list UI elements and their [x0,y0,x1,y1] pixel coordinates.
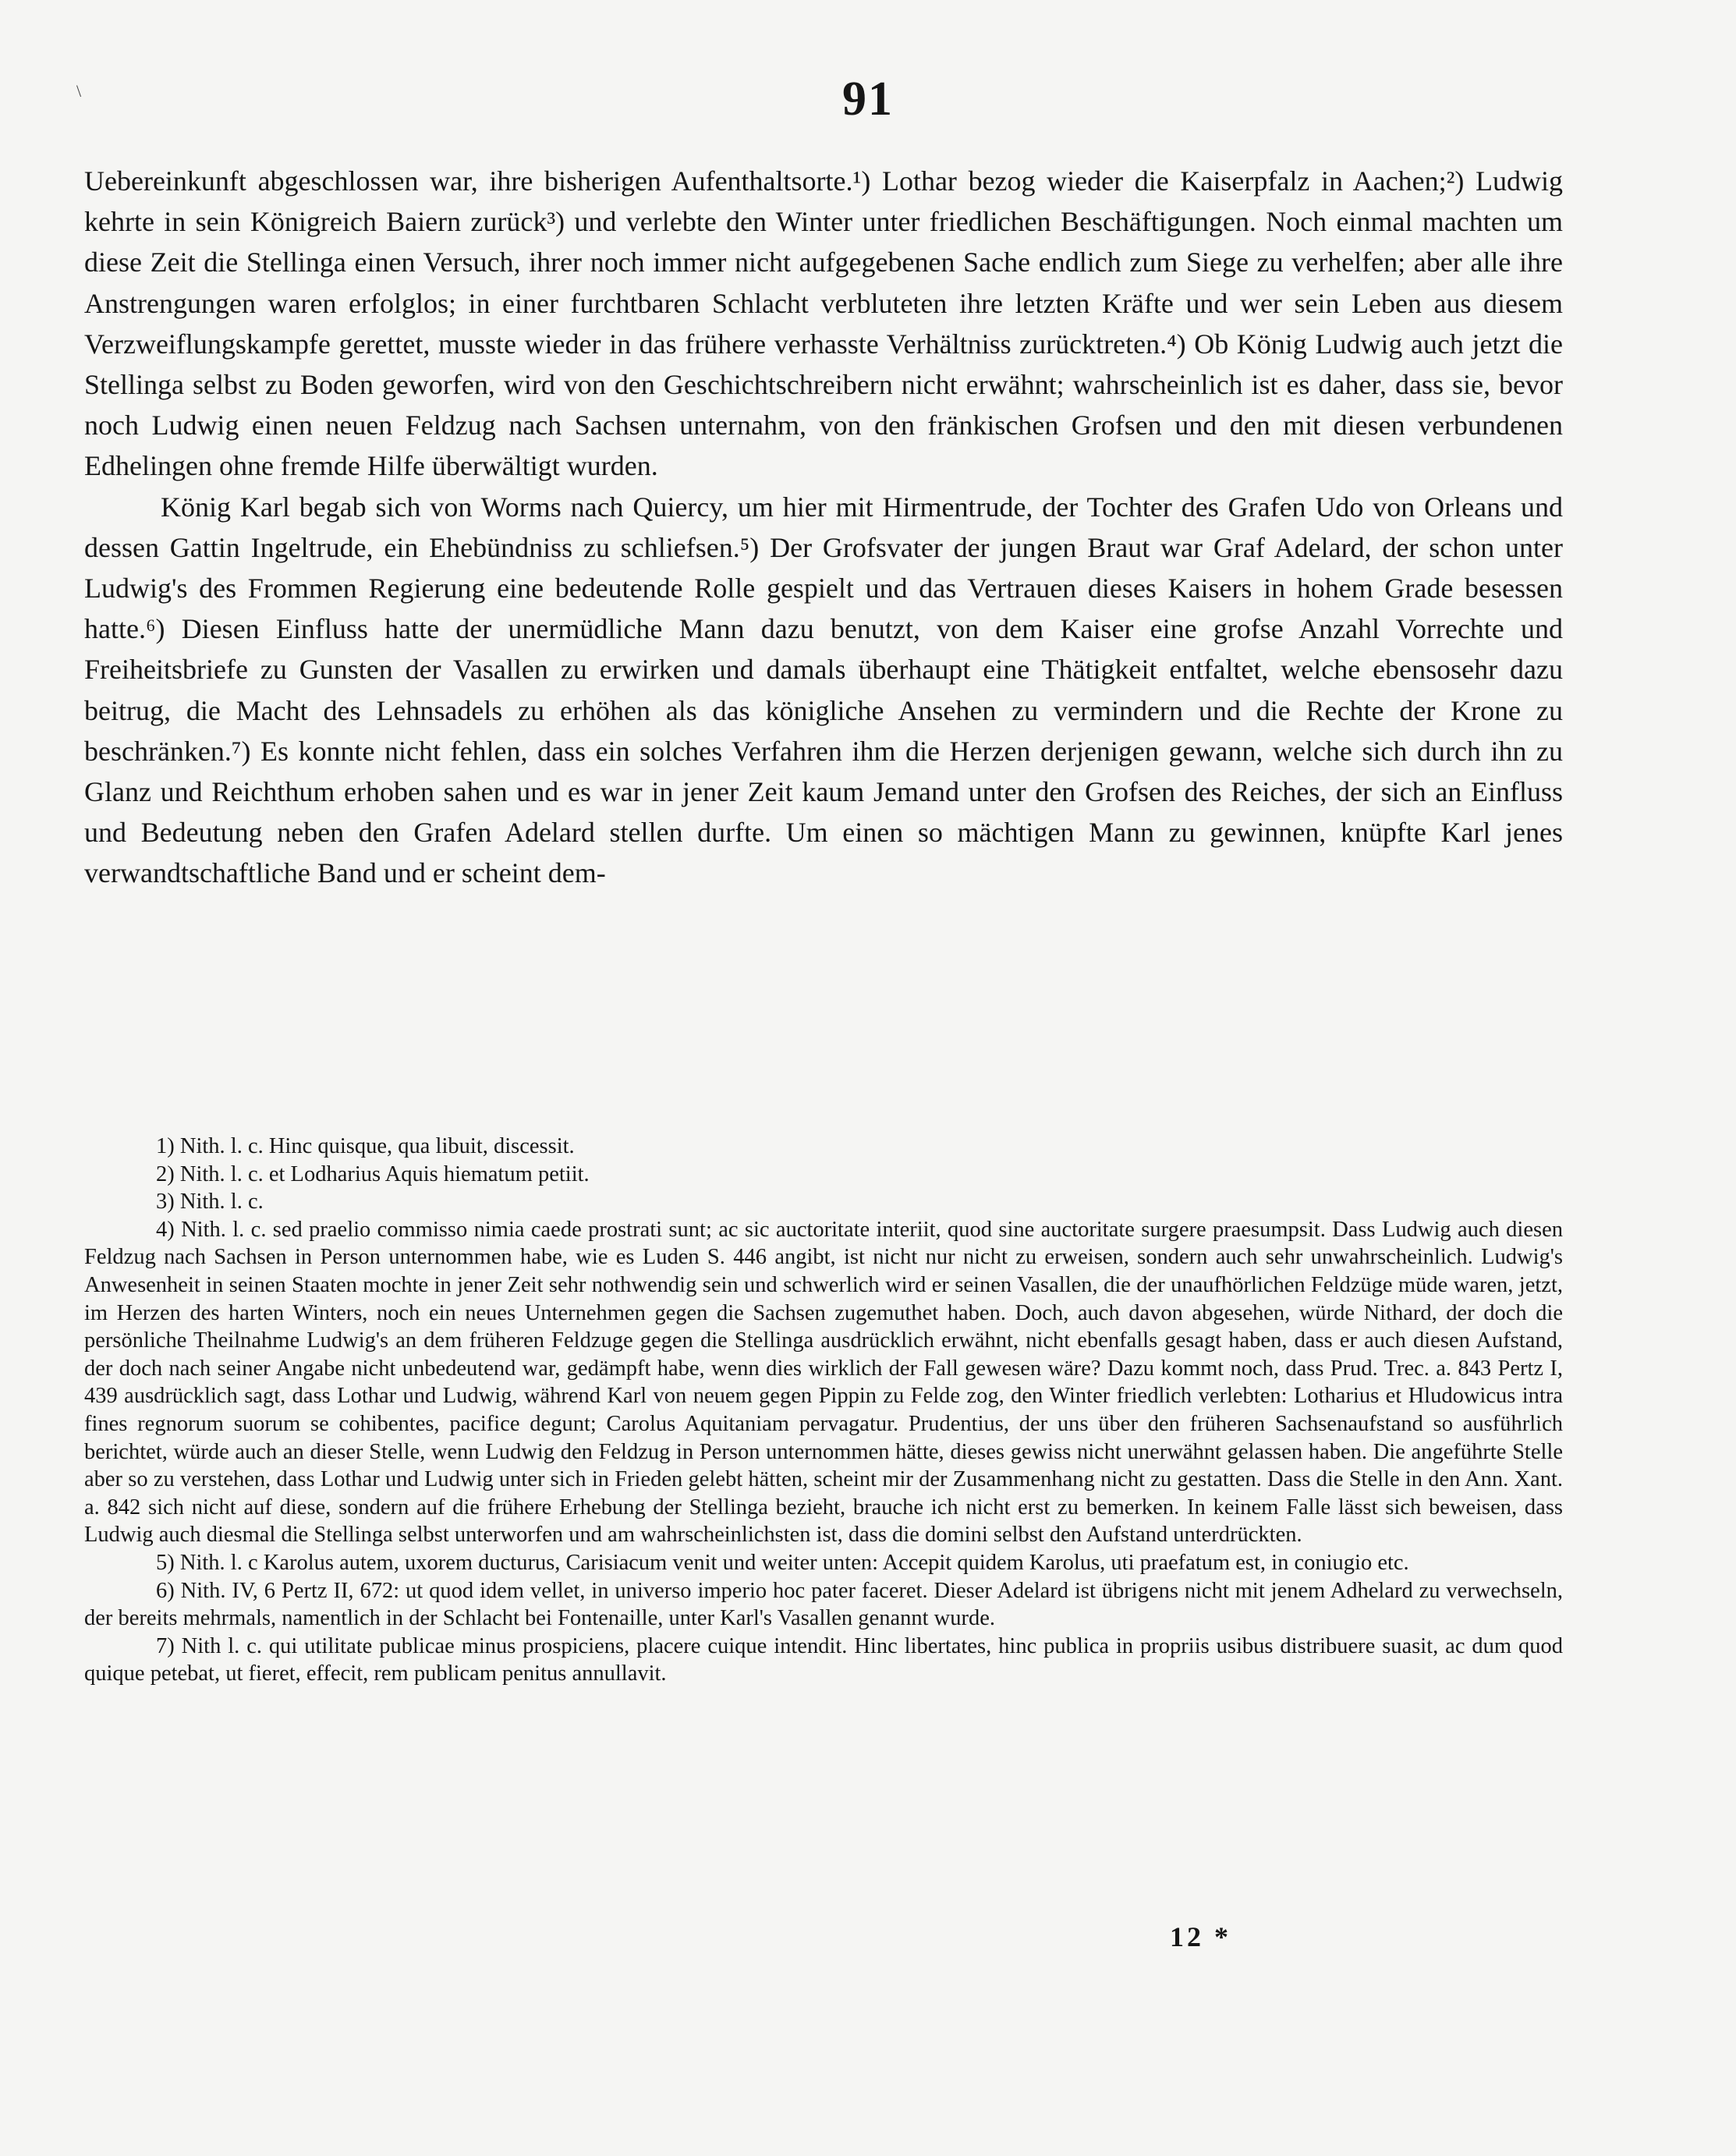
main-text [84,161,1563,894]
scan-mark: \ [76,81,82,101]
footnote: 3) Nith. l. c. [156,1190,264,1215]
footnote: 6) Nith. IV, 6 Pertz II, 672: ut quod idem vellet, in universo imperio hoc pater faceret. Dieser Adelard ist übrigens nicht mit jenem Adhelard zu verwechseln, der bereits mehrmals, namentlich in der Schlacht bei Fontenaille, unter Karl's Vasallen genannt wurde. [84,1578,1563,1631]
footnote: 2) Nith. l. c. et Lodharius Aquis hiematum petiit. [156,1161,590,1186]
footnote: 4) Nith. l. c. sed praelio commisso nimia caede prostrati sunt; ac sic auctoritate interiit, quod sine auctoritate surgere praesumpsit. Dass Ludwig auch diesen Feldzug nach Sachsen in Person unternommen habe, wie es Luden S. 446 angibt, ist nicht nur nicht zu erweisen, sondern auch sehr unwahrscheinlich. Ludwig's Anwesenheit in seinen Staaten mochte in jener Zeit sehr nothwendig sein und schwerlich wird er seinen Vasallen, die der unaufhörlichen Feldzüge müde waren, jetzt, im Herzen des harten Winters, noch ein neues Unternehmen gegen die Sachsen zugemuthet haben. Doch, auch davon abgesehen, würde Nithard, der doch die persönliche Theilnahme Ludwig's an dem früheren Feldzuge gegen die Stellinga ausdrücklich erwähnt, nicht ebenfalls gesagt haben, dass er auch diesen Aufstand, der doch nach seiner Angabe nicht unbedeutend war, gedämpft habe, wenn dies wirklich der Fall gewesen wäre? Dazu kommt noch, dass Prud. Trec. a. 843 Pertz I, 439 ausdrücklich sagt, dass Lothar und Ludwig, während Karl von neuem gegen Pippin zu Felde zog, den Winter friedlich verlebten: Lotharius et Hludowicus intra fines regnorum suorum se cohibentes, pacifice degunt; Carolus Aquitaniam pervagatur. Prudentius, der uns über den früheren Sachsenaufstand so ausführlich berichtet, würde auch an dieser Stelle, wenn Ludwig den Feldzug in Person unternommen hätte, dieses gewiss nicht unerwähnt gelassen haben. Die angeführte Stelle aber so zu verstehen, dass Lothar und Ludwig unter sich in Frieden gelebt hätten, scheint mir der Zusammenhang nicht zu gestatten. Dass die Stelle in den Ann. Xant. a. 842 sich nicht auf diese, sondern auf die frühere Erhebung der Stellinga bezieht, brauche ich nicht erst zu bemerken. In keinem Falle lässt sich beweisen, dass Ludwig auch diesmal die Stellinga selbst unterworfen und am wahrscheinlichsten ist, dass die domini selbst den Aufstand unterdrückten. [84,1217,1563,1548]
footnotes [84,1133,1563,1688]
footnote: 7) Nith l. c. qui utilitate publicae minus prospiciens, placere cuique intendit. Hinc libertates, hinc publica in propriis usibus distribuere suasit, ac dum quod quique petebat, ut fieret, effecit, rem publicam penitus annullavit. [84,1633,1563,1686]
signature-mark: 12 * [1170,1921,1231,1952]
footnote: 5) Nith. l. c Karolus autem, uxorem ducturus, Carisiacum venit und weiter unten: Accepit quidem Karolus, uti praefatum est, in coniugio etc. [156,1550,1409,1575]
paragraph: Uebereinkunft abgeschlossen war, ihre bisherigen Aufenthaltsorte.¹) Lothar bezog wieder die Kaiserpfalz in Aachen;²) Ludwig kehrte in sein Königreich Baiern zurück³) und verlebte den Winter unter friedlichen Beschäftigungen. Noch einmal machten um diese Zeit die Stellinga einen Versuch, ihrer noch immer nicht aufgegebenen Sache endlich zum Siege zu verhelfen; aber alle ihre Anstrengungen waren erfolglos; in einer furchtbaren Schlacht verbluteten ihre letzten Kräfte und wer sein Leben aus diesem Verzweiflungskampfe gerettet, musste wieder in das frühere verhasste Verhältniss zurücktreten.⁴) Ob König Ludwig auch jetzt die Stellinga selbst zu Boden geworfen, wird von den Geschichtschreibern nicht erwähnt; wahrscheinlich ist es daher, dass sie, bevor noch Ludwig einen neuen Feldzug nach Sachsen unternahm, von den fränkischen Grofsen und den mit diesen verbundenen Edhelingen ohne fremde Hilfe überwältigt wurden. [84,165,1563,482]
page-number: 91 [842,73,894,126]
footnote: 1) Nith. l. c. Hinc quisque, qua libuit, discessit. [156,1134,575,1158]
paragraph: König Karl begab sich von Worms nach Quiercy, um hier mit Hirmentrude, der Tochter des Grafen Udo von Orleans und dessen Gattin Ingeltrude, ein Ehebündniss zu schliefsen.⁵) Der Grofsvater der jungen Braut war Graf Adelard, der schon unter Ludwig's des Frommen Regierung eine bedeutende Rolle gespielt und das Vertrauen dieses Kaisers in hohem Grade besessen hatte.⁶) Diesen Einfluss hatte der unermüdliche Mann dazu benutzt, von dem Kaiser eine grofse Anzahl Vorrechte und Freiheitsbriefe zu Gunsten der Vasallen zu erwirken und damals überhaupt eine Thätigkeit entfaltet, welche ebensosehr dazu beitrug, die Macht des Lehnsadels zu erhöhen als das königliche Ansehen zu vermindern und die Rechte der Krone zu beschränken.⁷) Es konnte nicht fehlen, dass ein solches Verfahren ihm die Herzen derjenigen gewann, welche sich durch ihn zu Glanz und Reichthum erhoben sahen und es war in jener Zeit kaum Jemand unter den Grofsen des Reiches, der sich an Einfluss und Bedeutung neben den Grafen Adelard stellen durfte. Um einen so mächtigen Mann zu gewinnen, knüpfte Karl jenes verwandtschaftliche Band und er scheint dem- [84,491,1563,889]
